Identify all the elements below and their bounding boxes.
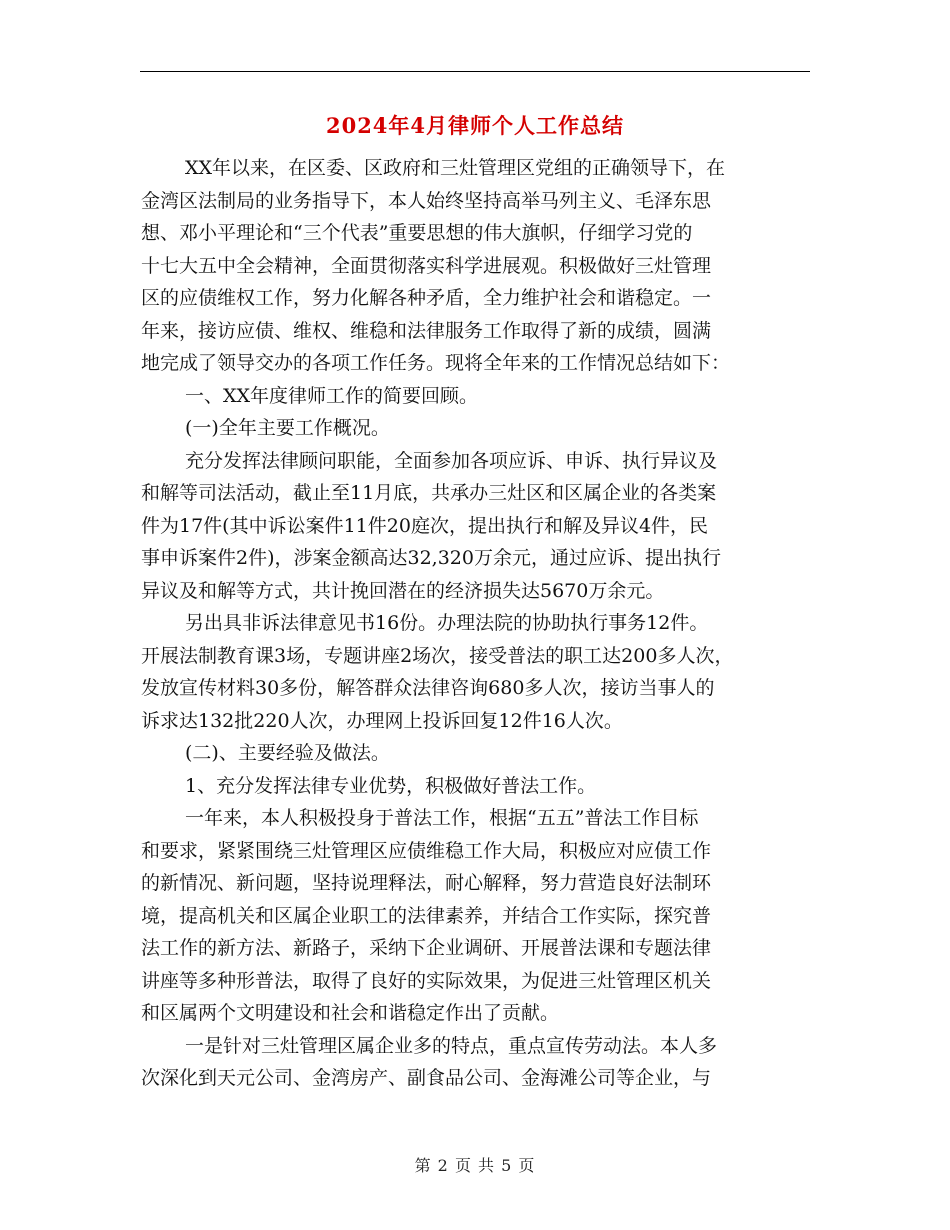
text-line: 和解等司法活动，截止至11月底，共承办三灶区和区属企业的各类案 bbox=[141, 482, 717, 504]
text-line: 一年来，本人积极投身于普法工作，根据“五五”普法工作目标 bbox=[185, 807, 699, 829]
page-number: 第 2 页 共 5 页 bbox=[414, 1156, 536, 1175]
text-line: 事申诉案件2件)，涉案金额高达32,320万余元，通过应诉、提出执行 bbox=[141, 547, 721, 569]
text-line: 讲座等多种形普法，取得了良好的实际效果，为促进三灶管理区机关 bbox=[141, 969, 712, 992]
text-line: 开展法制教育课3场，专题讲座2场次，接受普法的职工达200多人次， bbox=[141, 644, 734, 667]
text-line: 的新情况、新问题，坚持说理释法，耐心解释，努力营造良好法制环 bbox=[141, 872, 712, 894]
text-line: 异议及和解等方式，共计挽回潜在的经济损失达5670万余元。 bbox=[141, 579, 665, 602]
text-line: (一)全年主要工作概况。 bbox=[185, 417, 390, 439]
text-line: 另出具非诉法律意见书16份。办理法院的协助执行事务12件。 bbox=[185, 612, 709, 634]
text-line: 次深化到天元公司、金湾房产、副食品公司、金海滩公司等企业，与 bbox=[141, 1067, 712, 1089]
text-line: 区的应债维权工作，努力化解各种矛盾，全力维护社会和谐稳定。一 bbox=[141, 287, 712, 309]
text-line: 件为17件(其中诉讼案件11件20庭次，提出执行和解及异议4件，民 bbox=[141, 514, 709, 537]
document-title: 2024年4月律师个人工作总结 bbox=[325, 113, 625, 138]
text-line: XX年以来，在区委、区政府和三灶管理区党组的正确领导下，在 bbox=[185, 157, 726, 179]
text-line: (二)、主要经验及做法。 bbox=[185, 742, 390, 764]
text-line: 发放宣传材料30多份，解答群众法律咨询680多人次，接访当事人的 bbox=[141, 677, 715, 699]
text-line: 境，提高机关和区属企业职工的法律素养，并结合工作实际，探究普 bbox=[141, 904, 712, 927]
text-line: 充分发挥法律顾问职能，全面参加各项应诉、申诉、执行异议及 bbox=[185, 449, 718, 472]
text-line: 和区属两个文明建设和社会和谐稳定作出了贡献。 bbox=[141, 1002, 560, 1024]
text-line: 一、XX年度律师工作的简要回顾。 bbox=[185, 384, 479, 407]
text-line: 想、邓小平理论和“三个代表”重要思想的伟大旗帜，仔细学习党的 bbox=[141, 222, 693, 244]
text-line: 十七大五中全会精神，全面贯彻落实科学进展观。积极做好三灶管理 bbox=[141, 254, 712, 277]
text-line: 和要求，紧紧围绕三灶管理区应债维稳工作大局，积极应对应债工作 bbox=[141, 839, 712, 862]
text-line: 1、充分发挥法律专业优势，积极做好普法工作。 bbox=[185, 774, 597, 797]
text-line: 地完成了领导交办的各项工作任务。现将全年来的工作情况总结如下： bbox=[141, 352, 731, 374]
text-line: 法工作的新方法、新路子，采纳下企业调研、开展普法课和专题法律 bbox=[141, 937, 712, 959]
text-line: 一是针对三灶管理区属企业多的特点，重点宣传劳动法。本人多 bbox=[185, 1034, 718, 1057]
header-rule bbox=[140, 71, 810, 72]
text-line: 年来，接访应债、维权、维稳和法律服务工作取得了新的成绩，圆满 bbox=[141, 319, 712, 342]
text-line: 金湾区法制局的业务指导下，本人始终坚持高举马列主义、毛泽东思 bbox=[141, 189, 712, 212]
document-body bbox=[141, 152, 809, 1095]
text-line: 诉求达132批220人次，办理网上投诉回复12件16人次。 bbox=[141, 709, 623, 732]
